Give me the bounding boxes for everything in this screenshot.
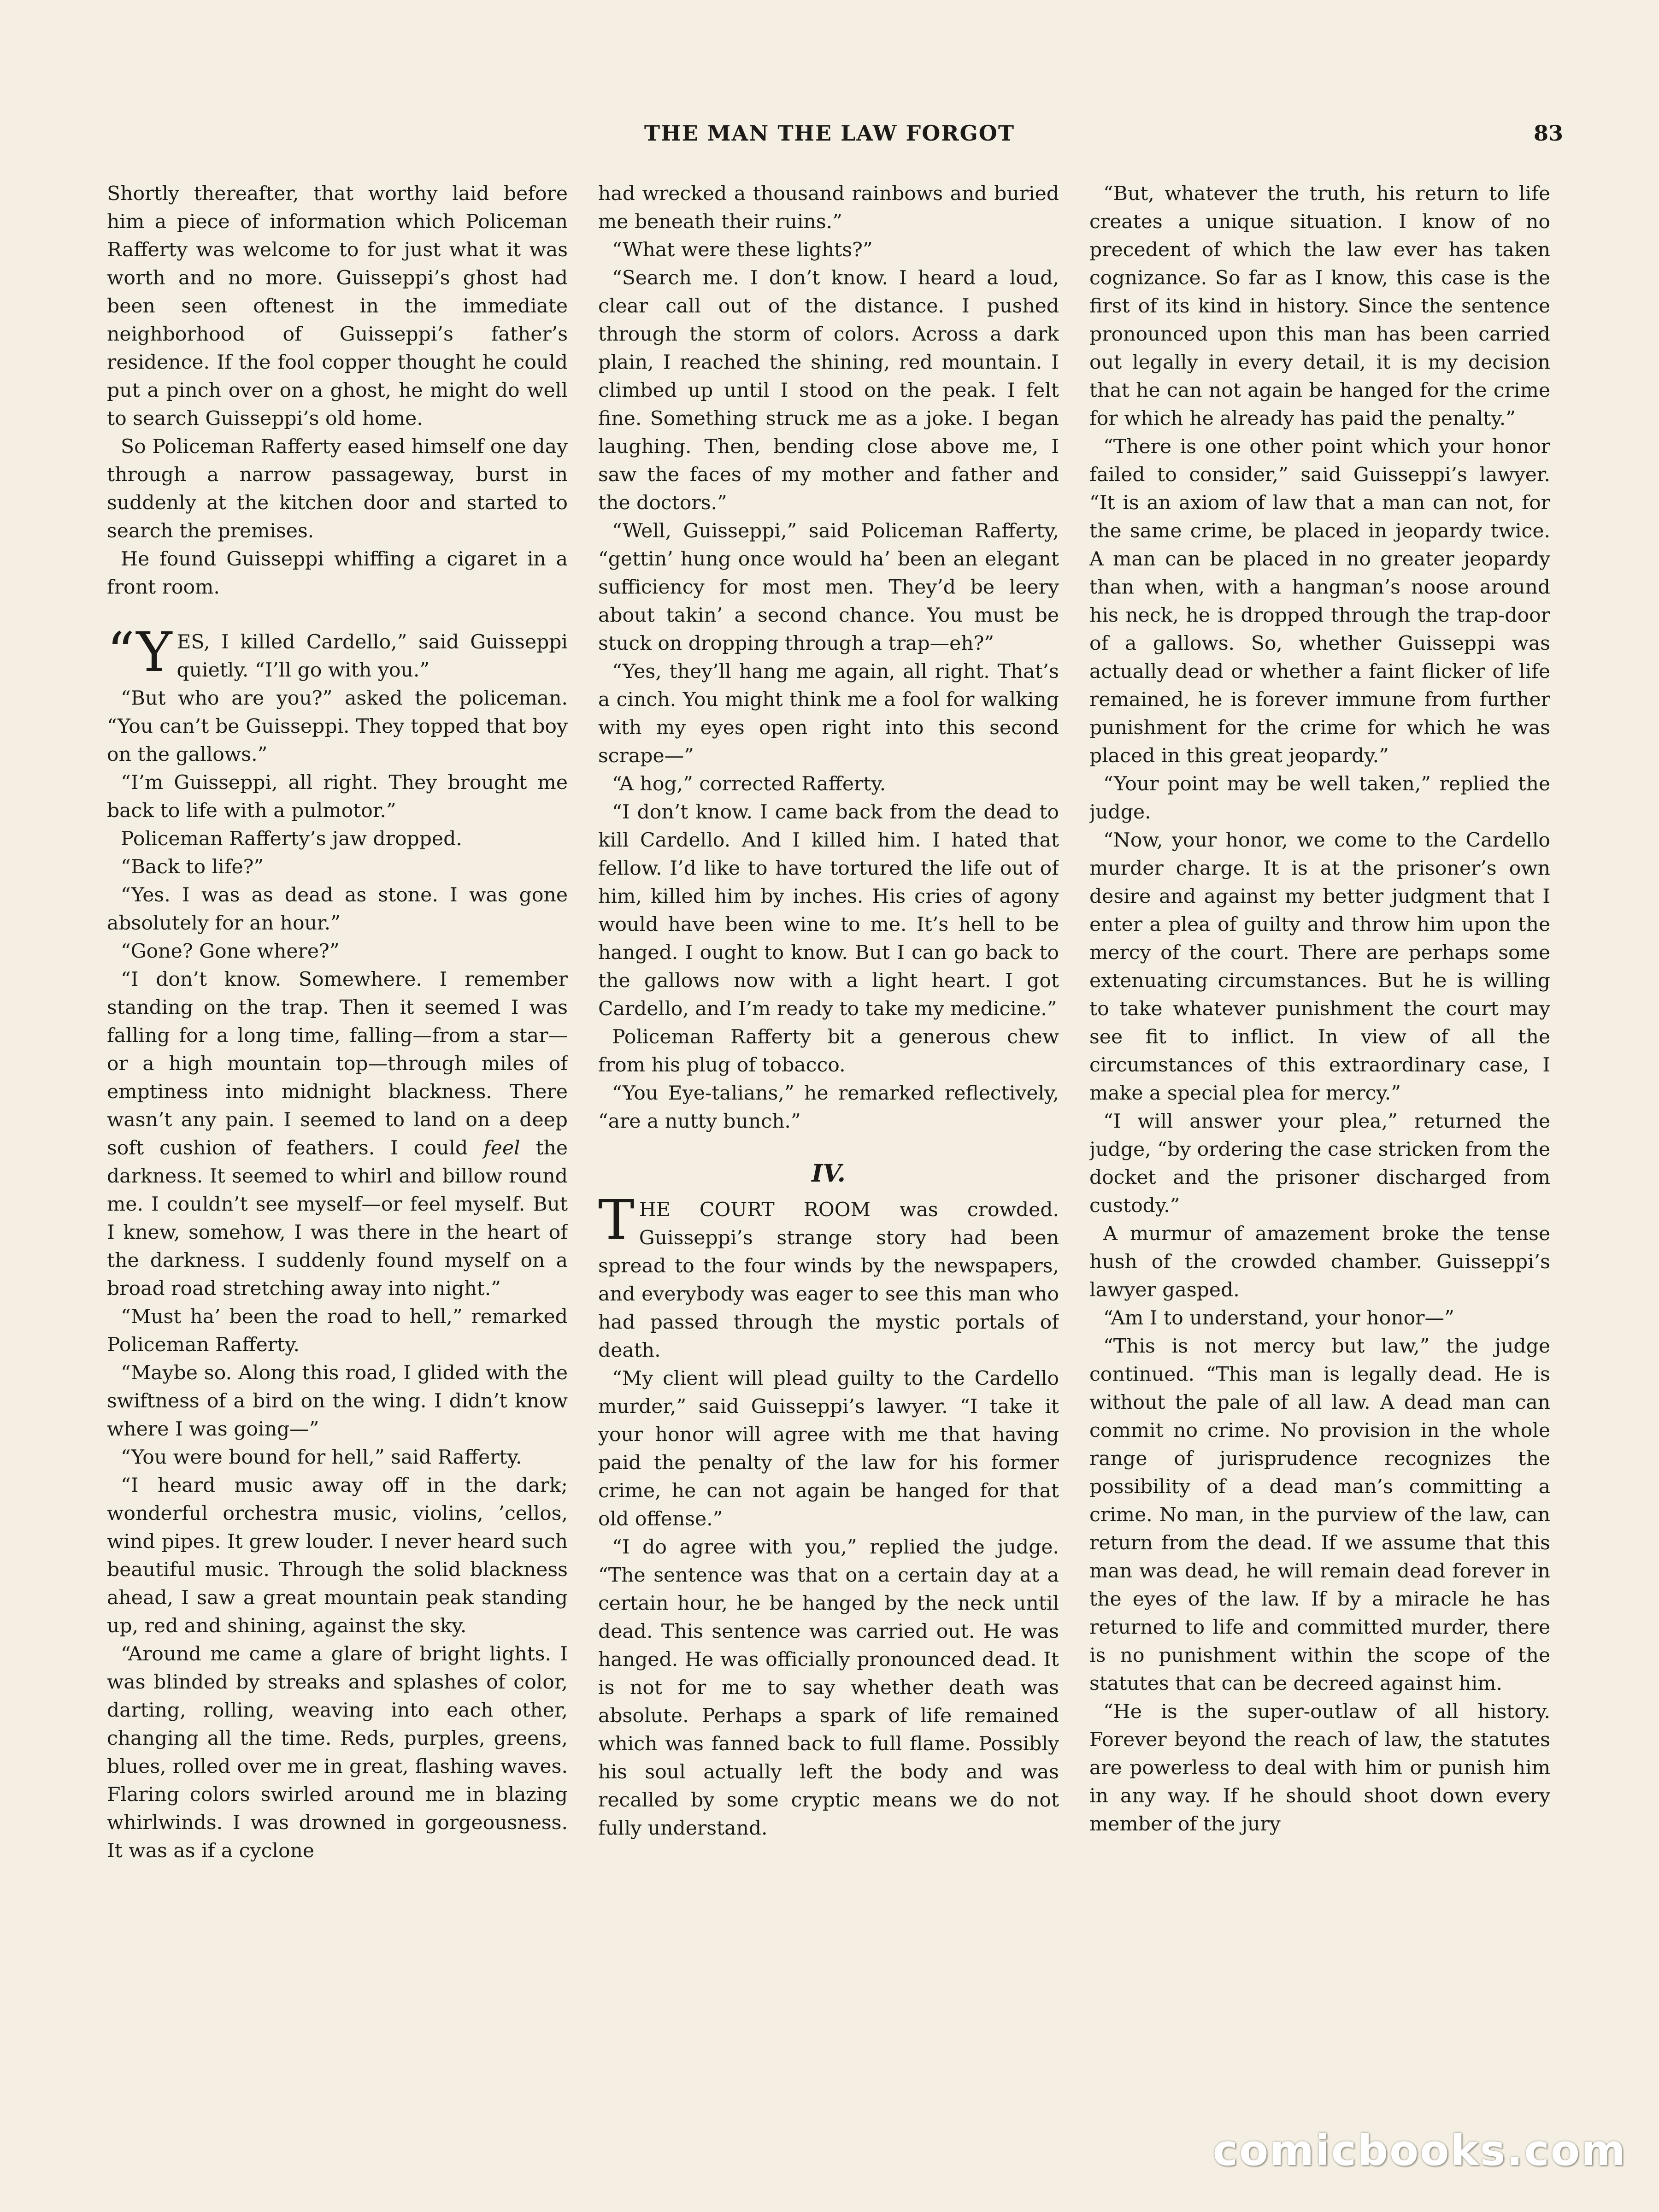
paragraph: A murmur of amazement broke the tense hush of the crowded chamber. Guisseppi’s lawyer gasped.	[1089, 1223, 1550, 1301]
paragraph: “Maybe so. Along this road, I glided with the swiftness of a bird on the wing. I didn’t know where I was going—”	[107, 1362, 568, 1441]
paragraph-text: the darkness. It seemed to whirl and billow round me. I couldn’t see myself—or feel myself. But I knew, somehow, I was there in the heart of the darkness. I suddenly found myself on a broad road stretching away into night.”	[107, 1137, 568, 1300]
text-column-3	[1089, 180, 1550, 2092]
paragraph: “Am I to understand, your honor—”	[1103, 1307, 1454, 1330]
text-column-1	[107, 180, 568, 2092]
paragraph-text: “I don’t know. Somewhere. I remember standing on the trap. Then it seemed I was falling for a long time, falling—from a star—or a high mountain top—through miles of emptiness into midnight blackness. There wasn’t any pain. I seemed to land on a deep soft cushion of feathers. I could	[107, 968, 568, 1159]
drop-cap: T	[598, 1188, 635, 1252]
paragraph: “I do agree with you,” replied the judge. “The sentence was that on a certain day at a certain hour, he be hanged by the neck until dead. This sentence was carried out. He was hanged. He was officially pronounced dead. It is not for me to say whether death was absolute. Perhaps a spark of life remained which was fanned back to full flame. Possibly his soul actually left the body and was recalled by some cryptic means we do not fully understand.	[598, 1536, 1059, 1840]
paragraph: “I will answer your plea,” returned the judge, “by ordering the case stricken from the docket and the prisoner discharged from custody.”	[1089, 1110, 1550, 1217]
emphasis-text: feel	[483, 1137, 520, 1159]
paragraph: “You were bound for hell,” said Rafferty.	[121, 1446, 522, 1469]
drop-cap: “Y	[107, 620, 172, 684]
paragraph: “But, whatever the truth, his return to life creates a unique situation. I know of no precedent of which the law ever has taken cognizance. So far as I know, this case is the first of its kind in history. Since the sentence pronounced upon this man has been carried out legally in every detail, it is my decision that he can not again be hanged for the crime for which he already has paid the penalty.”	[1089, 182, 1550, 430]
paragraph: “Yes. I was as dead as stone. I was gone absolutely for an hour.”	[107, 884, 568, 935]
paragraph: So Policeman Rafferty eased himself one day through a narrow passageway, burst in suddenly at the kitchen door and started to search the premises.	[107, 435, 568, 542]
paragraph-dropcap	[107, 620, 568, 684]
paragraph: “I heard music away off in the dark; wonderful orchestra music, violins, ’cellos, wind pipes. It grew louder. I never heard such beautiful music. Through the solid blackness ahead, I saw a great mountain peak standing up, red and shining, against the sky.	[107, 1474, 568, 1637]
paragraph: “Must ha’ been the road to hell,” remarked Policeman Rafferty.	[107, 1306, 568, 1356]
paragraph: had wrecked a thousand rainbows and buried me beneath their ruins.”	[598, 182, 1059, 233]
paragraph: “Well, Guisseppi,” said Policeman Rafferty, “gettin’ hung once would ha’ been an elegant sufficiency for most men. They’d be leery about takin’ a second chance. You must be stuck on dropping through a trap—eh?”	[598, 520, 1059, 655]
paragraph: Policeman Rafferty bit a generous chew from his plug of tobacco.	[598, 1026, 1059, 1077]
paragraph: “There is one other point which your honor failed to consider,” said Guisseppi’s lawyer. “It is an axiom of law that a man can not, for the same crime, be placed in jeopardy twice. A man can be placed in no greater jeopardy than when, with a hangman’s noose around his neck, he is dropped through the trap-door of a gallows. So, whether Guisseppi was actually dead or whether a faint flicker of life remained, he is forever immune from further punishment for the crime for which he was placed in this great jeopardy.”	[1089, 435, 1550, 767]
paragraph: “Back to life?”	[121, 856, 264, 878]
paragraph: “He is the super-outlaw of all history. Forever beyond the reach of law, the statutes are powerless to deal with him or punish him in any way. If he should shoot down every member of the jury	[1089, 1700, 1550, 1835]
page-number: 83	[1533, 121, 1563, 146]
paragraph: Shortly thereafter, that worthy laid before him a piece of information which Policeman Rafferty was welcome to for just what it was worth and no more. Guisseppi’s ghost had been seen oftenest in the immediate neighborhood of Guisseppi’s father’s residence. If the fool copper thought he could put a pinch over on a ghost, he might do well to search Guisseppi’s old home.	[107, 182, 568, 430]
paragraph: “You Eye-talians,” he remarked reflectively, “are a nutty bunch.”	[598, 1082, 1059, 1133]
paragraph: He found Guisseppi whiffing a cigaret in a front room.	[107, 548, 568, 599]
section-heading: IV.	[812, 1159, 846, 1188]
paragraph-text: was crowded. Guisseppi’s strange story had been spread to the four winds by the newspapers, and everybody was eager to see this man who had passed through the mystic portals of death.	[598, 1199, 1059, 1362]
site-watermark: comicbooks.com	[1212, 2126, 1627, 2175]
paragraph	[107, 965, 568, 1303]
paragraph: “Yes, they’ll hang me again, all right. That’s a cinch. You might think me a fool for walking with my eyes open right into this second scrape—”	[598, 660, 1059, 767]
paragraph: “My client will plead guilty to the Cardello murder,” said Guisseppi’s lawyer. “I take it your honor will agree with me that having paid the penalty of the law for his former crime, he can not again be hanged for that old offense.”	[598, 1367, 1059, 1530]
paragraph: “I’m Guisseppi, all right. They brought me back to life with a pulmotor.”	[107, 771, 568, 822]
paragraph: “Search me. I don’t know. I heard a loud, clear call out of the distance. I pushed through the storm of colors. Across a dark plain, I reached the shining, red mountain. I climbed up until I stood on the peak. I felt fine. Something struck me as a joke. I began laughing. Then, bending close above me, I saw the faces of my mother and father and the doctors.”	[598, 267, 1059, 514]
paragraph: “Now, your honor, we come to the Cardello murder charge. It is at the prisoner’s own desire and against my better judgment that I enter a plea of guilty and throw him upon the mercy of the court. There are perhaps some extenuating circumstances. But he is willing to take whatever punishment the court may see fit to inflict. In view of all the circumstances of this extraordinary case, I make a special plea for mercy.”	[1089, 829, 1550, 1105]
paragraph: “Gone? Gone where?”	[121, 940, 340, 963]
paragraph: “Around me came a glare of bright lights. I was blinded by streaks and splashes of color, darting, rolling, weaving into each other, changing all the time. Reds, purples, greens, blues, rolled over me in great, flashing waves. Flaring colors swirled around me in blazing whirlwinds. I was drowned in gorgeousness. It was as if a cyclone	[107, 1643, 568, 1862]
paragraph-dropcap	[598, 1188, 1059, 1365]
text-column-2	[598, 180, 1059, 2092]
paragraph: Policeman Rafferty’s jaw dropped.	[121, 828, 462, 850]
paragraph: “But who are you?” asked the policeman. “You can’t be Guisseppi. They topped that boy on the gallows.”	[107, 687, 568, 766]
paragraph: “Your point may be well taken,” replied the judge.	[1089, 773, 1550, 824]
paragraph: “I don’t know. I came back from the dead to kill Cardello. And I killed him. I hated that fellow. I’d like to have tortured the life out of him, killed him by inches. His cries of agony would have been wine to me. It’s hell to be hanged. I ought to know. But I can go back to the gallows now with a light heart. I got Cardello, and I’m ready to take my medicine.”	[598, 801, 1059, 1020]
paragraph: “This is not mercy but law,” the judge continued. “This man is legally dead. He is without the pale of all law. A dead man can commit no crime. No provision in the whole range of jurisprudence recognizes the possibility of a dead man’s committing a crime. No man, in the purview of the law, can return from the dead. If we assume that this man was dead, he will remain dead forever in the eyes of the law. If by a miracle he has returned to life and committed murder, there is no punishment within the scope of the statutes that can be decreed against him.	[1089, 1335, 1550, 1695]
paragraph-text: ES, I killed Cardello,” said Guisseppi quietly. “I’ll go with you.”	[176, 631, 568, 682]
paragraph: “What were these lights?”	[612, 239, 873, 261]
running-header-title: THE MAN THE LAW FORGOT	[644, 121, 1015, 146]
paragraph: “A hog,” corrected Rafferty.	[612, 773, 886, 795]
lead-in-text: HE COURT ROOM	[639, 1199, 871, 1221]
